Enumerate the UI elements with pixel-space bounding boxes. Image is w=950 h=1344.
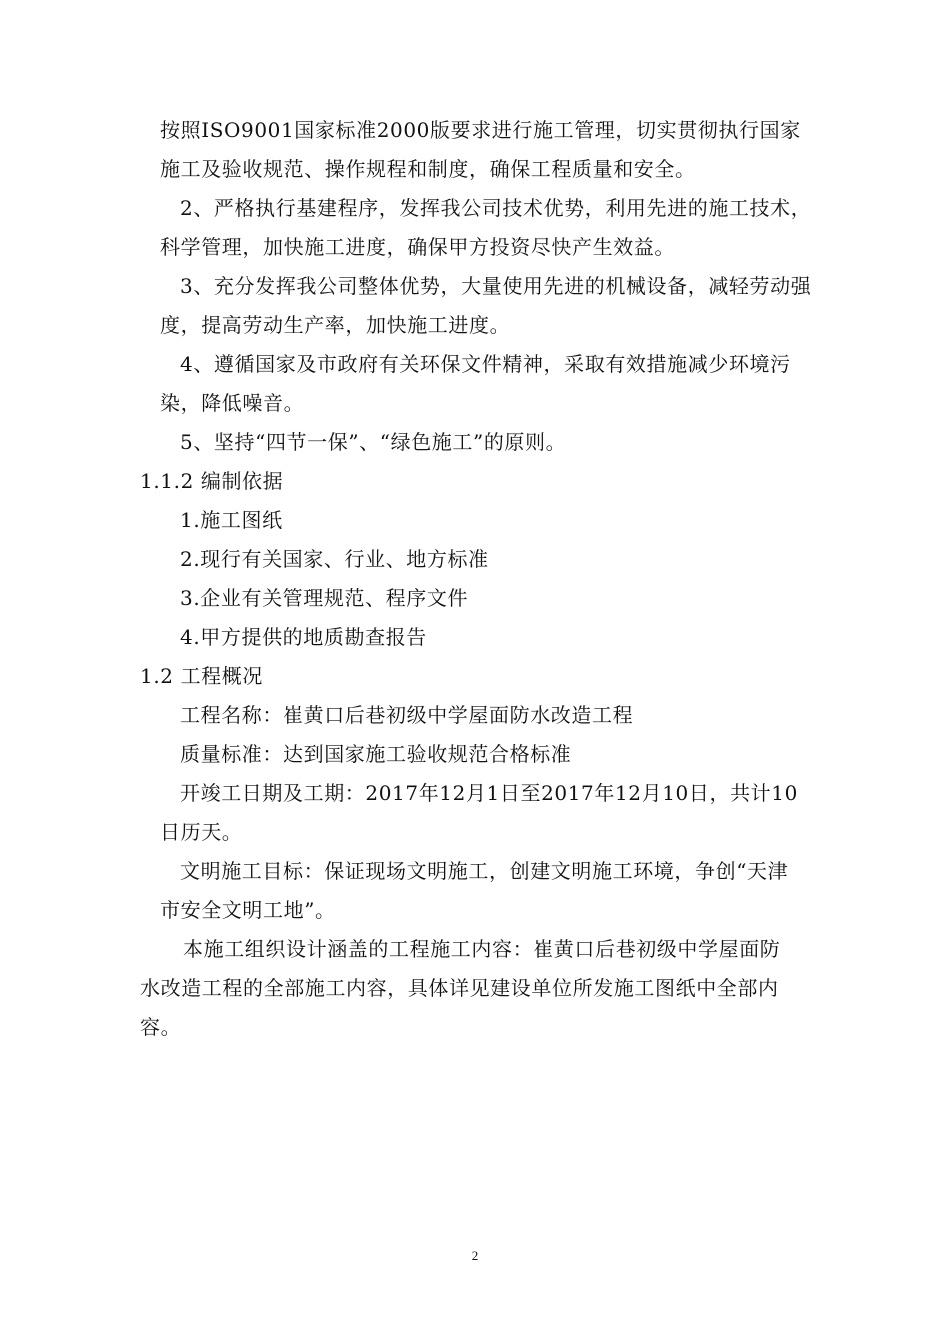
text-line: 市安全文明工地”。 — [160, 898, 336, 922]
text-line: 染，降低噪音。 — [160, 391, 305, 415]
text-line: 日历天。 — [160, 820, 243, 844]
section-heading: 1.1.2 编制依据 — [140, 469, 284, 493]
text-line: 4、遵循国家及市政府有关环保文件精神，采取有效措施减少环境污 — [180, 352, 791, 376]
text-line: 开竣工日期及工期：2017年12月1日至2017年12月10日，共计10 — [180, 781, 798, 805]
text-line: 3、充分发挥我公司整体优势，大量使用先进的机械设备，减轻劳动强 — [180, 274, 812, 298]
list-item: 3.企业有关管理规范、程序文件 — [180, 586, 469, 610]
text-line: 水改造工程的全部施工内容，具体详见建设单位所发施工图纸中全部内 — [140, 976, 779, 1000]
text-line: 容。 — [140, 1015, 182, 1039]
list-item: 1.施工图纸 — [180, 508, 283, 532]
text-line: 5、坚持“四节一保”、“绿色施工”的原则。 — [180, 430, 567, 454]
text-line: 本施工组织设计涵盖的工程施工内容：崔黄口后巷初级中学屋面防 — [183, 937, 781, 961]
text-line: 度，提高劳动生产率，加快施工进度。 — [160, 313, 511, 337]
text-line: 工程名称：崔黄口后巷初级中学屋面防水改造工程 — [180, 703, 634, 727]
list-item: 4.甲方提供的地质勘查报告 — [180, 625, 427, 649]
text-line: 按照ISO9001国家标准2000版要求进行施工管理，切实贯彻执行国家 — [160, 118, 801, 142]
text-line: 科学管理，加快施工进度，确保甲方投资尽快产生效益。 — [160, 235, 675, 259]
page-number: 2 — [471, 1248, 479, 1263]
text-line: 质量标准：达到国家施工验收规范合格标准 — [180, 742, 572, 766]
list-item: 2.现行有关国家、行业、地方标准 — [180, 547, 489, 571]
text-line: 2、严格执行基建程序，发挥我公司技术优势，利用先进的施工技术， — [180, 196, 812, 220]
section-heading: 1.2 工程概况 — [140, 664, 263, 688]
text-line: 文明施工目标：保证现场文明施工，创建文明施工环境，争创“天津 — [180, 859, 789, 883]
text-line: 施工及验收规范、操作规程和制度，确保工程质量和安全。 — [160, 157, 696, 181]
